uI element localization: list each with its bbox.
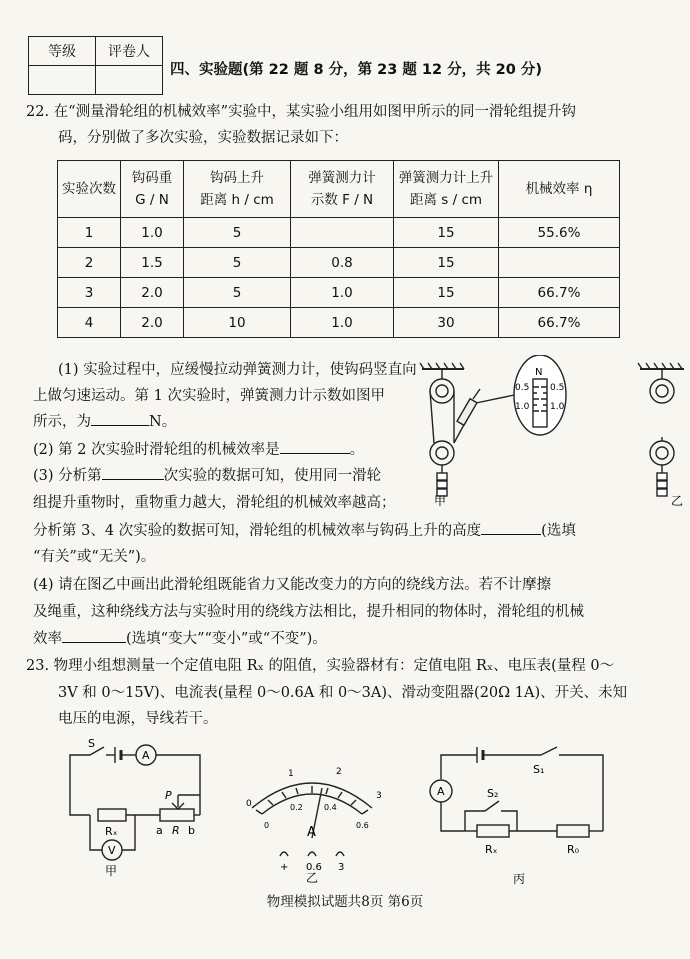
table-cell: 5 — [184, 248, 291, 278]
q23-line1: 23. 物理小组想测量一个定值电阻 Rₓ 的阻值，实验器材有：定值电阻 Rₓ、电压表(量程 0～ — [26, 658, 615, 674]
q22-p1b: 上做匀速运动。第 1 次实验时，弹簧测力计示数如图甲 — [33, 388, 385, 404]
table-row — [58, 218, 620, 248]
ammeter-symbol: A — [142, 749, 150, 762]
table-row — [58, 278, 620, 308]
grade-label: 等级 — [29, 37, 96, 66]
table-cell: 5 — [184, 278, 291, 308]
table-cell: 0.8 — [291, 248, 394, 278]
dial-tick: 0 — [246, 799, 252, 809]
scale-tick: 0.5 — [550, 383, 565, 393]
answer-blank[interactable] — [62, 642, 126, 643]
table-row — [58, 248, 620, 278]
q22-p3c: 分析第 3、4 次实验的数据可知，滑轮组的机械效率与钩码上升的高度 (选填 — [33, 523, 576, 539]
switch-s-label: S — [88, 737, 95, 750]
dial-tick: 3 — [376, 791, 382, 801]
table-cell: 66.7% — [499, 278, 620, 308]
fig-jia-label: 甲 — [105, 864, 118, 878]
terminal-label: 3 — [338, 862, 345, 873]
dial-unit: A — [307, 825, 316, 840]
col-header: 钩码重 G / N — [121, 161, 184, 218]
table-cell: 1.0 — [291, 278, 394, 308]
q22-p1c: 所示，为 N。 — [33, 414, 177, 430]
table-cell: 55.6% — [499, 218, 620, 248]
table-cell — [291, 218, 394, 248]
q22-p4a: (4) 请在图乙中画出此滑轮组既能省力又能改变力的方向的绕线方法。若不计摩擦 — [33, 577, 552, 593]
terminal-b-label: b — [188, 824, 195, 837]
table-cell: 5 — [184, 218, 291, 248]
q22-p4c: 效率 (选填“变大”“变小”或“不变”)。 — [33, 631, 327, 647]
data-table — [57, 160, 620, 338]
dial-tick: 0.2 — [290, 803, 303, 812]
terminal-label: 0.6 — [306, 862, 322, 873]
q22-p2: (2) 第 2 次实验时滑轮组的机械效率是 。 — [33, 442, 365, 458]
table-cell: 1.0 — [121, 218, 184, 248]
table-cell: 15 — [394, 248, 499, 278]
q22-p1a: (1) 实验过程中，应缓慢拉动弹簧测力计，使钩码竖直向 — [58, 362, 417, 378]
q23-line3: 电压的电源，导线若干。 — [58, 711, 218, 727]
circuit-jia — [60, 735, 220, 880]
circuit-bing — [425, 745, 615, 887]
dial-tick: 0 — [264, 821, 270, 830]
ammeter-symbol: A — [437, 785, 445, 798]
dial-tick: 2 — [336, 767, 342, 777]
rheostat-r-label: R — [172, 824, 180, 837]
table-cell: 4 — [58, 308, 121, 338]
table-cell: 10 — [184, 308, 291, 338]
rx-label: Rₓ — [485, 843, 498, 856]
fig-yi-label: 乙 — [306, 871, 319, 883]
col-header: 实验次数 — [58, 161, 121, 218]
col-header: 弹簧测力计 示数 F / N — [291, 161, 394, 218]
q22-line1: 22. 在“测量滑轮组的机械效率”实验中，某实验小组用如图甲所示的同一滑轮组提升钩 — [26, 104, 576, 120]
table-cell: 15 — [394, 218, 499, 248]
table-cell: 30 — [394, 308, 499, 338]
table-cell: 2 — [58, 248, 121, 278]
page-footer: 物理模拟试题共8页 第6页 — [266, 894, 424, 910]
q22-p4b: 及绳重，这种绕线方法与实验时用的绕线方法相比，提升相同的物体时，滑轮组的机械 — [33, 604, 584, 620]
col-header: 弹簧测力计上升 距离 s / cm — [394, 161, 499, 218]
col-header: 机械效率 η — [499, 161, 620, 218]
reviewer-label: 评卷人 — [96, 37, 163, 66]
q22-p3b: 组提升重物时，重物重力越大，滑轮组的机械效率越高； — [33, 495, 396, 511]
grade-box — [28, 36, 163, 95]
table-cell: 15 — [394, 278, 499, 308]
voltmeter-symbol: V — [108, 844, 116, 857]
terminal-a-label: a — [156, 824, 163, 837]
answer-blank[interactable] — [91, 425, 149, 426]
table-cell: 2.0 — [121, 278, 184, 308]
scale-tick: 1.0 — [550, 402, 565, 412]
switch-s1-label: S₁ — [533, 763, 545, 776]
dial-tick: 0.4 — [324, 803, 337, 812]
table-cell: 1.0 — [291, 308, 394, 338]
table-cell: 3 — [58, 278, 121, 308]
pulley-figure — [418, 355, 690, 510]
answer-blank[interactable] — [102, 479, 164, 480]
slider-p-label: P — [165, 789, 172, 802]
q23-line2: 3V 和 0～15V)、电流表(量程 0～0.6A 和 0～3A)、滑动变阻器(20Ω 1A)、开关、未知 — [58, 685, 628, 701]
table-cell: 2.0 — [121, 308, 184, 338]
dial-tick: 1 — [288, 769, 294, 779]
r0-label: R₀ — [567, 843, 580, 856]
q22-p3a: (3) 分析第 次实验的数据可知，使用同一滑轮 — [33, 468, 382, 484]
fig-bing-label: 丙 — [513, 872, 526, 886]
table-cell: 1 — [58, 218, 121, 248]
answer-blank[interactable] — [481, 534, 541, 535]
section-title: 四、实验题(第 22 题 8 分，第 23 题 12 分，共 20 分) — [170, 62, 543, 78]
fig-jia-label: 甲 — [434, 494, 447, 508]
table-cell — [499, 248, 620, 278]
grade-cell — [29, 66, 96, 95]
answer-blank[interactable] — [280, 453, 350, 454]
rx-label: Rₓ — [105, 825, 118, 838]
table-header-row — [58, 161, 620, 218]
table-cell: 66.7% — [499, 308, 620, 338]
terminal-label: + — [280, 862, 289, 873]
scale-n-label: N — [535, 367, 543, 378]
ammeter-dial — [232, 748, 392, 883]
table-cell: 1.5 — [121, 248, 184, 278]
reviewer-cell — [96, 66, 163, 95]
q22-line2: 码，分别做了多次实验，实验数据记录如下： — [58, 130, 348, 146]
fig-yi-label: 乙 — [671, 494, 684, 508]
table-row — [58, 308, 620, 338]
col-header: 钩码上升 距离 h / cm — [184, 161, 291, 218]
scale-tick: 1.0 — [515, 402, 530, 412]
dial-tick: 0.6 — [356, 821, 369, 830]
scale-tick: 0.5 — [515, 383, 530, 393]
switch-s2-label: S₂ — [487, 787, 499, 800]
q22-p3d: “有关”或“无关”)。 — [33, 549, 156, 565]
